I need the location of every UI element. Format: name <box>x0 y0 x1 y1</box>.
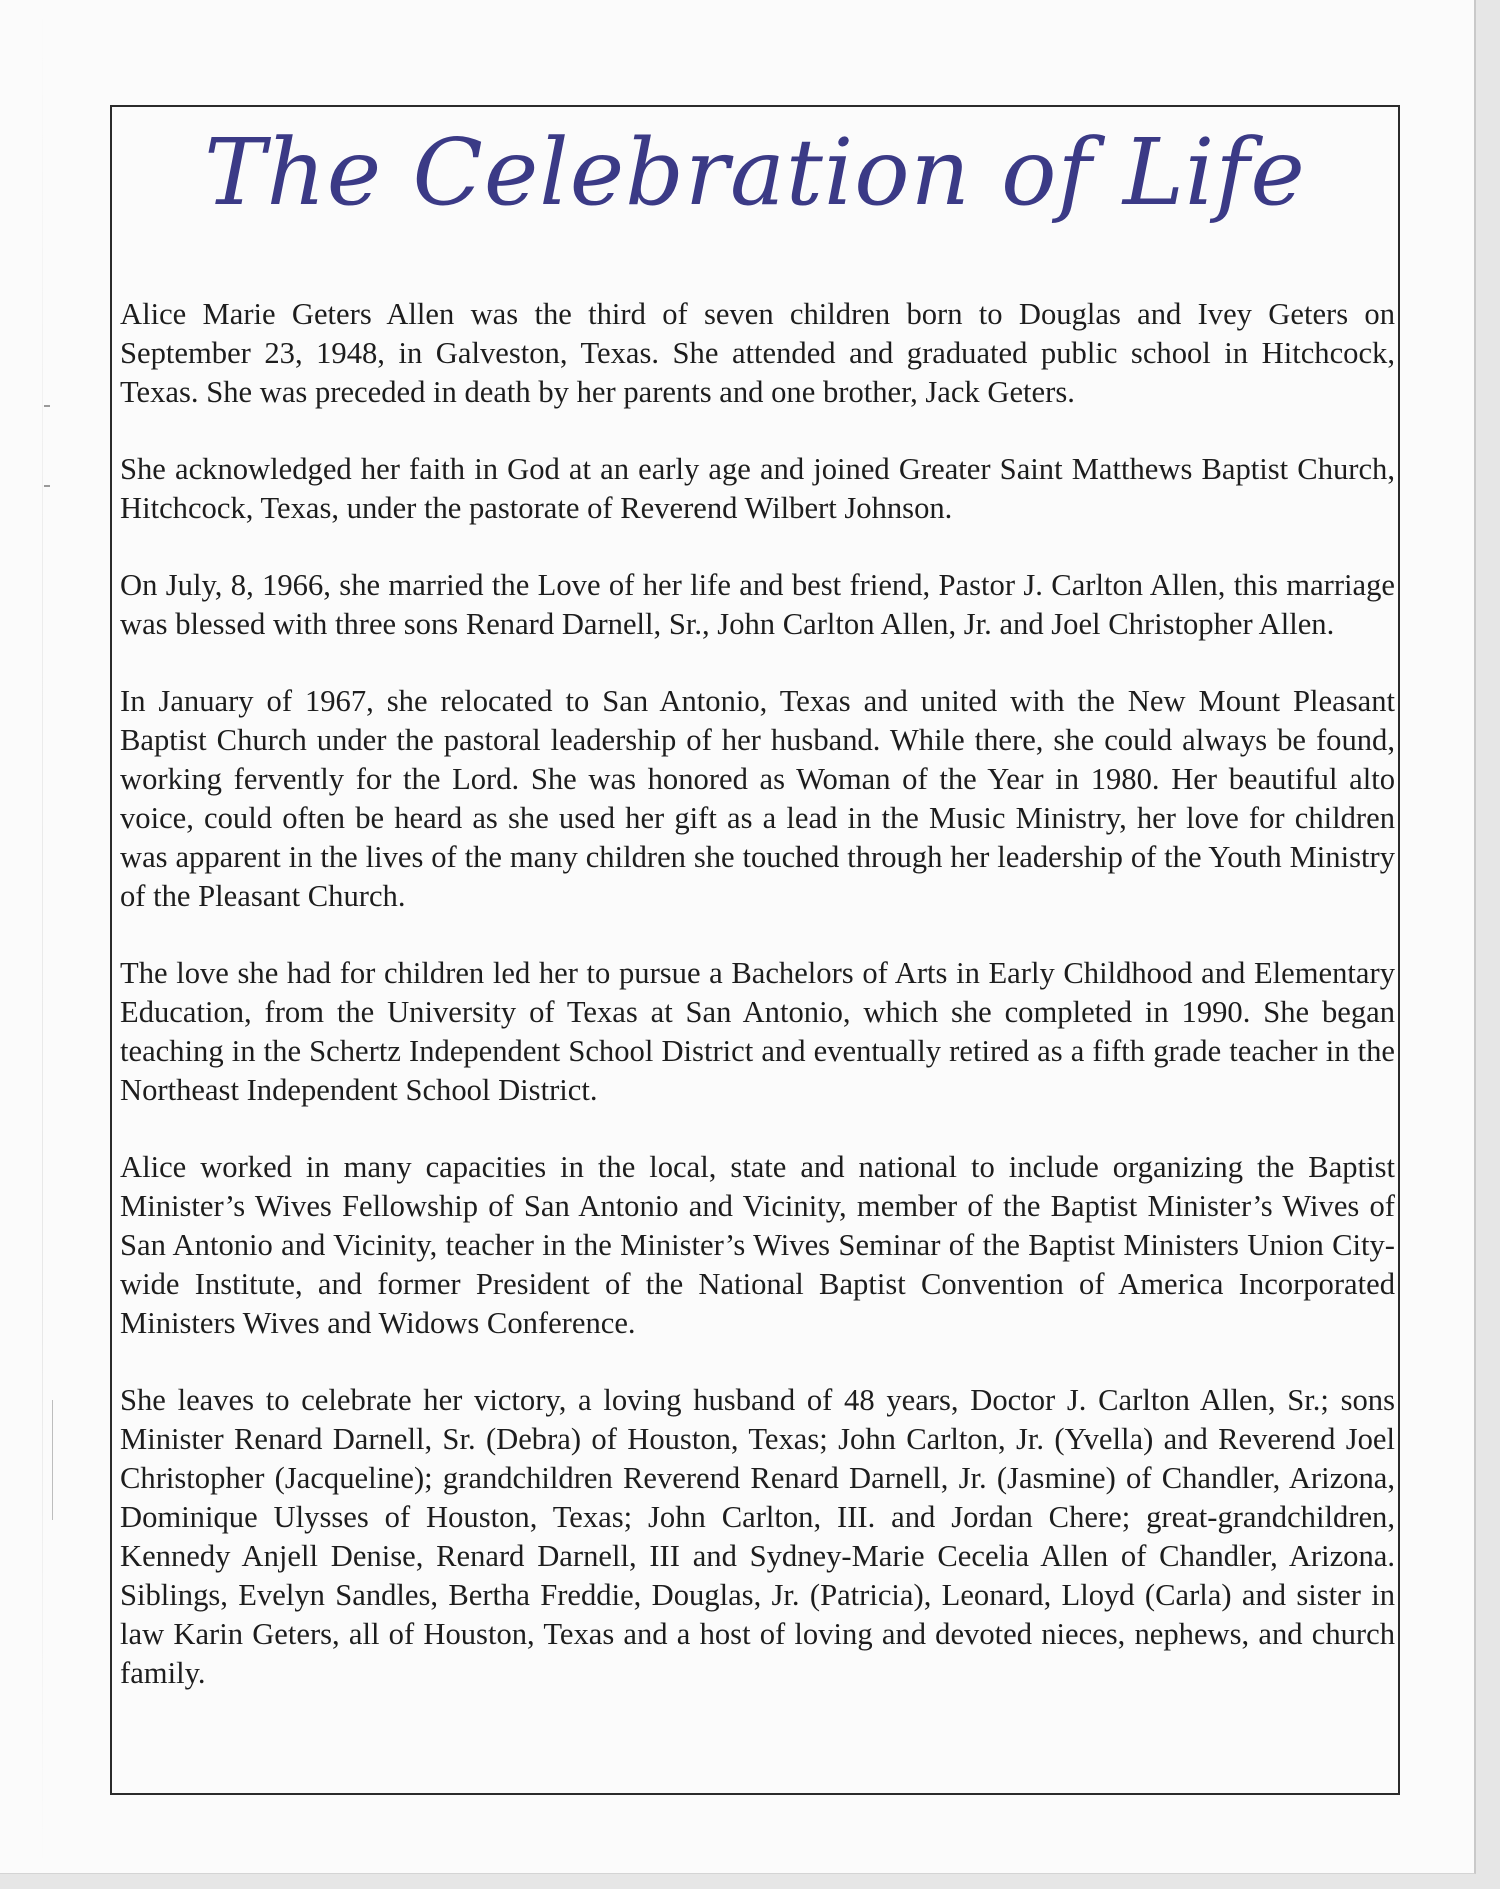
paragraph-san-antonio: In January of 1967, she relocated to San Antonio, Texas and united with the New Mount Pleasant Baptist Church under the pastoral leadership of her husband. While there, she could always be found, working fervently for the Lord. She was honored as Woman of the Year in 1980. Her beautiful alto voice, could often be heard as she used her gift as a lead in the Music Ministry, her love for children was apparent in the lives of the many children she touched through her leadership of the Youth Ministry of the Pleasant Church. <box>120 684 1395 913</box>
paragraph-survivors: She leaves to celebrate her victory, a loving husband of 48 years, Doctor J. Carlton Allen, Sr.; sons Minister Renard Darnell, Sr. (Debra) of Houston, Texas; John Carlton, Jr. (Yvella) and Reverend Joel Christopher (Jacqueline); grandchildren Reverend Renard Darnell, Jr. (Jasmine) of Chandler, Arizona, Dominique Ulysses of Houston, Texas; John Carlton, III. and Jordan Chere; great-grandchildren, Kennedy Anjell Denise, Renard Darnell, III and Sydney-Marie Cecelia Allen of Chandler, Arizona. Siblings, Evelyn Sandles, Bertha Freddie, Douglas, Jr. (Patricia), Leonard, Lloyd (Carla) and sister in law Karin Geters, all of Houston, Texas and a host of loving and devoted nieces, nephews, and church family. <box>120 1383 1395 1690</box>
paragraph-education: The love she had for children led her to pursue a Bachelors of Arts in Early Childhood and Elementary Education, from the University of Texas at San Antonio, which she completed in 1990. She began teaching in the Schertz Independent School District and eventually retired as a fifth grade teacher in the Northeast Independent School District. <box>120 956 1395 1107</box>
paragraph-marriage: On July, 8, 1966, she married the Love of her life and best friend, Pastor J. Carlton Allen, this marriage was blessed with three sons Renard Darnell, Sr., John Carlton Allen, Jr. and Joel Christopher Allen. <box>120 568 1395 641</box>
paragraph-faith: She acknowledged her faith in God at an early age and joined Greater Saint Matthews Baptist Church, Hitchcock, Texas, under the pastorate of Reverend Wilbert Johnson. <box>120 452 1395 525</box>
obituary-body <box>120 295 1395 1693</box>
page-fold-line <box>42 0 43 1873</box>
staple-mark-top <box>44 405 50 407</box>
staple-mark-upper <box>44 485 50 487</box>
paragraph-service: Alice worked in many capacities in the local, state and national to include organizing the Baptist Minister’s Wives Fellowship of San Antonio and Vicinity, member of the Baptist Minister’s Wives of San Antonio and Vicinity, teacher in the Minister’s Wives Seminar of the Baptist Ministers Union City-wide Institute, and former President of the National Baptist Convention of America Incorporated Ministers Wives and Widows Conference. <box>120 1150 1395 1340</box>
staple-mark-lower <box>52 1400 53 1520</box>
page-title: The Celebration of Life <box>204 119 1306 226</box>
paragraph-early-life: Alice Marie Geters Allen was the third of seven children born to Douglas and Ivey Geters on September 23, 1948, in Galveston, Texas. She attended and graduated public school in Hitchcock, Texas. She was preceded in death by her parents and one brother, Jack Geters. <box>120 297 1395 409</box>
